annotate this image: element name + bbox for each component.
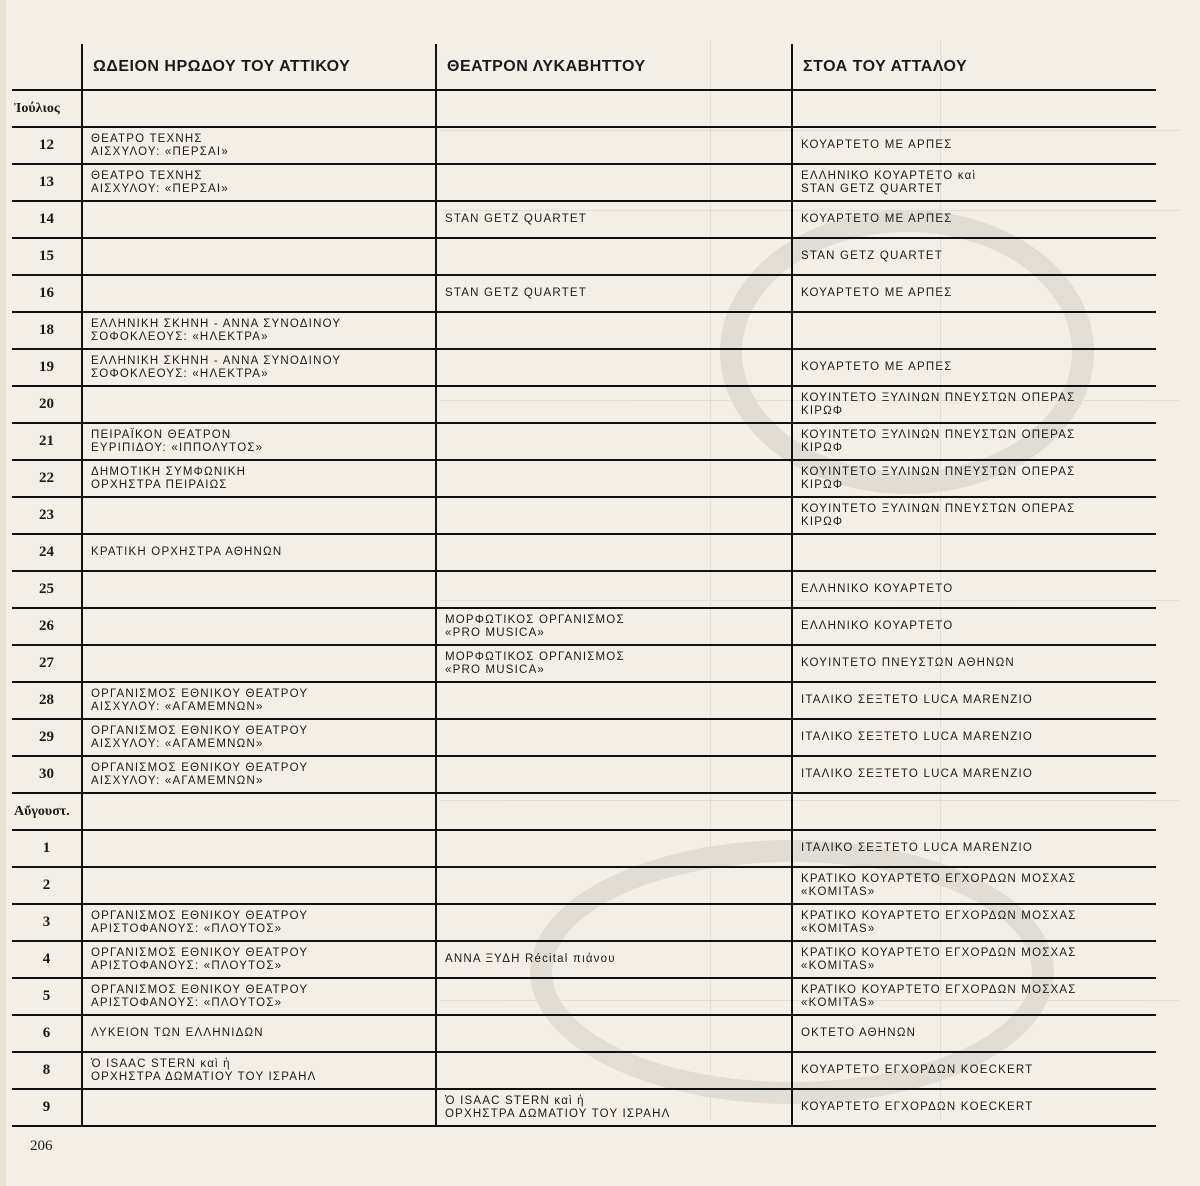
- event-text: ΕΛΛΗΝΙΚΗ ΣΚΗΝΗ - ΑΝΝΑ ΣΥΝΟΔΙΝΟΥ ΣΟΦΟΚΛΕΟΥΣ: «ΗΛΕΚΤΡΑ»: [91, 317, 342, 343]
- date-cell: 4: [12, 941, 82, 978]
- event-text: ΘΕΑΤΡΟ ΤΕΧΝΗΣ ΑΙΣΧΥΛΟΥ: «ΠΕΡΣΑΙ»: [91, 132, 229, 158]
- stoa-cell: [792, 497, 1156, 534]
- stoa-cell: [792, 682, 1156, 719]
- header-lykavittos: ΘΕΑΤΡΟΝ ΛΥΚΑΒΗΤΤΟΥ: [436, 44, 792, 90]
- event-text: ΠΕΙΡΑΪΚΟΝ ΘΕΑΤΡΟΝ ΕΥΡΙΠΙΔΟΥ: «ΙΠΠΟΛΥΤΟΣ»: [91, 428, 264, 454]
- lykavittos-cell: [436, 497, 792, 534]
- odeion-cell: [82, 608, 436, 645]
- lykavittos-cell: [436, 608, 792, 645]
- odeion-cell: [82, 1089, 436, 1126]
- event-text: ΚΟΥΑΡΤΕΤΟ ΕΓΧΟΡΔΩΝ KOECKERT: [801, 1064, 1034, 1076]
- odeion-cell: [82, 238, 436, 275]
- event-text: ΟΡΓΑΝΙΣΜΟΣ ΕΘΝΙΚΟΥ ΘΕΑΤΡΟΥ ΑΡΙΣΤΟΦΑΝΟΥΣ: «ΠΛΟΥΤΟΣ»: [91, 946, 309, 972]
- stoa-cell: [792, 756, 1156, 793]
- lykavittos-cell: [436, 164, 792, 201]
- event-text: ΚΟΥΑΡΤΕΤΟ ΜΕ ΑΡΠΕΣ: [801, 139, 953, 151]
- date-cell: 19: [12, 349, 82, 386]
- odeion-cell: [82, 1015, 436, 1052]
- table-row: [12, 830, 1156, 867]
- table-row: [12, 275, 1156, 312]
- event-text: ΟΡΓΑΝΙΣΜΟΣ ΕΘΝΙΚΟΥ ΘΕΑΤΡΟΥ ΑΙΣΧΥΛΟΥ: «ΑΓΑΜΕΜΝΩΝ»: [91, 761, 309, 787]
- date-cell: 26: [12, 608, 82, 645]
- event-text: ΚΟΥΑΡΤΕΤΟ ΕΓΧΟΡΔΩΝ KOECKERT: [801, 1101, 1034, 1113]
- event-text: ΚΟΥΙΝΤΕΤΟ ΞΥΛΙΝΩΝ ΠΝΕΥΣΤΩΝ ΟΠΕΡΑΣ ΚΙΡΩΦ: [801, 502, 1076, 528]
- page-edge-shadow: [0, 0, 6, 1186]
- event-text: ΟΚΤΕΤΟ ΑΘΗΝΩΝ: [801, 1027, 917, 1039]
- table-row: [12, 127, 1156, 164]
- event-text: ΚΟΥΙΝΤΕΤΟ ΞΥΛΙΝΩΝ ΠΝΕΥΣΤΩΝ ΟΠΕΡΑΣ ΚΙΡΩΦ: [801, 391, 1076, 417]
- month-row: [12, 793, 1156, 830]
- stoa-cell: [792, 1052, 1156, 1089]
- event-text: ΕΛΛΗΝΙΚΟ ΚΟΥΑΡΤΕΤΟ: [801, 620, 954, 632]
- event-text: ΙΤΑΛΙΚΟ ΣΕΞΤΕΤΟ LUCA MARENZIO: [801, 731, 1034, 743]
- lykavittos-cell: [436, 719, 792, 756]
- lykavittos-cell: [436, 793, 792, 830]
- date-cell: 24: [12, 534, 82, 571]
- lykavittos-cell: [436, 386, 792, 423]
- date-cell: 1: [12, 830, 82, 867]
- event-text: ΕΛΛΗΝΙΚΟ ΚΟΥΑΡΤΕΤΟ: [801, 583, 954, 595]
- table-header-row: [12, 44, 1156, 90]
- event-text: ΟΡΓΑΝΙΣΜΟΣ ΕΘΝΙΚΟΥ ΘΕΑΤΡΟΥ ΑΙΣΧΥΛΟΥ: «ΑΓΑΜΕΜΝΩΝ»: [91, 724, 309, 750]
- month-label: Αὔγουστ.: [12, 793, 82, 830]
- date-cell: 5: [12, 978, 82, 1015]
- odeion-cell: [82, 423, 436, 460]
- stoa-cell: [792, 830, 1156, 867]
- event-text: ΕΛΛΗΝΙΚΗ ΣΚΗΝΗ - ΑΝΝΑ ΣΥΝΟΔΙΝΟΥ ΣΟΦΟΚΛΕΟΥΣ: «ΗΛΕΚΤΡΑ»: [91, 354, 342, 380]
- table-row: [12, 497, 1156, 534]
- event-text: STAN GETZ QUARTET: [445, 213, 588, 225]
- event-text: ΘΕΑΤΡΟ ΤΕΧΝΗΣ ΑΙΣΧΥΛΟΥ: «ΠΕΡΣΑΙ»: [91, 169, 229, 195]
- date-cell: 30: [12, 756, 82, 793]
- odeion-cell: [82, 793, 436, 830]
- month-label: Ἰούλιος: [12, 90, 82, 127]
- stoa-cell: [792, 645, 1156, 682]
- event-text: ΚΟΥΙΝΤΕΤΟ ΠΝΕΥΣΤΩΝ ΑΘΗΝΩΝ: [801, 657, 1015, 669]
- event-text: ΙΤΑΛΙΚΟ ΣΕΞΤΕΤΟ LUCA MARENZIO: [801, 842, 1034, 854]
- table-row: [12, 867, 1156, 904]
- event-text: ΛΥΚΕΙΟΝ ΤΩΝ ΕΛΛΗΝΙΔΩΝ: [91, 1027, 264, 1039]
- table-row: [12, 941, 1156, 978]
- odeion-cell: [82, 90, 436, 127]
- table-row: [12, 460, 1156, 497]
- lykavittos-cell: [436, 1052, 792, 1089]
- stoa-cell: [792, 793, 1156, 830]
- table-row: [12, 571, 1156, 608]
- event-text: ΚΟΥΙΝΤΕΤΟ ΞΥΛΙΝΩΝ ΠΝΕΥΣΤΩΝ ΟΠΕΡΑΣ ΚΙΡΩΦ: [801, 465, 1076, 491]
- date-cell: 12: [12, 127, 82, 164]
- date-cell: 16: [12, 275, 82, 312]
- table-row: [12, 682, 1156, 719]
- stoa-cell: [792, 127, 1156, 164]
- lykavittos-cell: [436, 460, 792, 497]
- date-cell: 25: [12, 571, 82, 608]
- event-text: ΟΡΓΑΝΙΣΜΟΣ ΕΘΝΙΚΟΥ ΘΕΑΤΡΟΥ ΑΙΣΧΥΛΟΥ: «ΑΓΑΜΕΜΝΩΝ»: [91, 687, 309, 713]
- date-cell: 14: [12, 201, 82, 238]
- odeion-cell: [82, 312, 436, 349]
- stoa-cell: [792, 534, 1156, 571]
- header-odeion: ΩΔΕΙΟΝ ΗΡΩΔΟΥ ΤΟΥ ΑΤΤΙΚΟΥ: [82, 44, 436, 90]
- month-row: [12, 90, 1156, 127]
- event-text: STAN GETZ QUARTET: [801, 250, 944, 262]
- stoa-cell: [792, 349, 1156, 386]
- date-cell: 9: [12, 1089, 82, 1126]
- event-text: ΟΡΓΑΝΙΣΜΟΣ ΕΘΝΙΚΟΥ ΘΕΑΤΡΟΥ ΑΡΙΣΤΟΦΑΝΟΥΣ: «ΠΛΟΥΤΟΣ»: [91, 983, 309, 1009]
- date-cell: 2: [12, 867, 82, 904]
- event-text: STAN GETZ QUARTET: [445, 287, 588, 299]
- lykavittos-cell: [436, 90, 792, 127]
- table-row: [12, 201, 1156, 238]
- lykavittos-cell: [436, 904, 792, 941]
- date-cell: 6: [12, 1015, 82, 1052]
- odeion-cell: [82, 645, 436, 682]
- lykavittos-cell: [436, 1089, 792, 1126]
- event-text: ΚΡΑΤΙΚΟ ΚΟΥΑΡΤΕΤΟ ΕΓΧΟΡΔΩΝ ΜΟΣΧΑΣ «KOMITAS»: [801, 946, 1077, 972]
- page-number: 206: [30, 1138, 53, 1154]
- table-row: [12, 645, 1156, 682]
- stoa-cell: [792, 941, 1156, 978]
- date-cell: 3: [12, 904, 82, 941]
- header-date: [12, 44, 82, 90]
- stoa-cell: [792, 238, 1156, 275]
- odeion-cell: [82, 867, 436, 904]
- lykavittos-cell: [436, 830, 792, 867]
- odeion-cell: [82, 534, 436, 571]
- date-cell: 27: [12, 645, 82, 682]
- odeion-cell: [82, 460, 436, 497]
- lykavittos-cell: [436, 127, 792, 164]
- odeion-cell: [82, 978, 436, 1015]
- date-cell: 15: [12, 238, 82, 275]
- stoa-cell: [792, 904, 1156, 941]
- lykavittos-cell: [436, 312, 792, 349]
- lykavittos-cell: [436, 534, 792, 571]
- event-text: ΕΛΛΗΝΙΚΟ ΚΟΥΑΡΤΕΤΟ καὶ STAN GETZ QUARTET: [801, 169, 977, 195]
- lykavittos-cell: [436, 645, 792, 682]
- event-text: Ὁ ISAAC STERN καὶ ἡ ΟΡΧΗΣΤΡΑ ΔΩΜΑΤΙΟΥ ΤΟΥ ΙΣΡΑΗΛ: [91, 1057, 317, 1083]
- event-text: ΚΟΥΙΝΤΕΤΟ ΞΥΛΙΝΩΝ ΠΝΕΥΣΤΩΝ ΟΠΕΡΑΣ ΚΙΡΩΦ: [801, 428, 1076, 454]
- table-row: [12, 904, 1156, 941]
- table-row: [12, 423, 1156, 460]
- event-text: ΚΟΥΑΡΤΕΤΟ ΜΕ ΑΡΠΕΣ: [801, 287, 953, 299]
- lykavittos-cell: [436, 201, 792, 238]
- event-text: ΚΡΑΤΙΚΟ ΚΟΥΑΡΤΕΤΟ ΕΓΧΟΡΔΩΝ ΜΟΣΧΑΣ «KOMITAS»: [801, 983, 1077, 1009]
- odeion-cell: [82, 497, 436, 534]
- table-row: [12, 1089, 1156, 1126]
- schedule-body: [12, 90, 1156, 1126]
- table-row: [12, 756, 1156, 793]
- table-row: [12, 534, 1156, 571]
- header-stoa: ΣΤΟΑ ΤΟΥ ΑΤΤΑΛΟΥ: [792, 44, 1156, 90]
- lykavittos-cell: [436, 941, 792, 978]
- date-cell: 21: [12, 423, 82, 460]
- date-cell: 20: [12, 386, 82, 423]
- lykavittos-cell: [436, 275, 792, 312]
- odeion-cell: [82, 571, 436, 608]
- odeion-cell: [82, 349, 436, 386]
- event-text: ΑΝΝΑ ΞΥΔΗ Récital πιάνου: [445, 953, 616, 965]
- stoa-cell: [792, 978, 1156, 1015]
- odeion-cell: [82, 719, 436, 756]
- table-row: [12, 1052, 1156, 1089]
- lykavittos-cell: [436, 867, 792, 904]
- table-row: [12, 1015, 1156, 1052]
- date-cell: 13: [12, 164, 82, 201]
- event-text: ΜΟΡΦΩΤΙΚΟΣ ΟΡΓΑΝΙΣΜΟΣ «PRO MUSICA»: [445, 650, 625, 676]
- event-text: ΙΤΑΛΙΚΟ ΣΕΞΤΕΤΟ LUCA MARENZIO: [801, 694, 1034, 706]
- event-text: ΜΟΡΦΩΤΙΚΟΣ ΟΡΓΑΝΙΣΜΟΣ «PRO MUSICA»: [445, 613, 625, 639]
- table-row: [12, 386, 1156, 423]
- odeion-cell: [82, 386, 436, 423]
- lykavittos-cell: [436, 238, 792, 275]
- lykavittos-cell: [436, 349, 792, 386]
- event-text: ΟΡΓΑΝΙΣΜΟΣ ΕΘΝΙΚΟΥ ΘΕΑΤΡΟΥ ΑΡΙΣΤΟΦΑΝΟΥΣ: «ΠΛΟΥΤΟΣ»: [91, 909, 309, 935]
- odeion-cell: [82, 830, 436, 867]
- stoa-cell: [792, 1015, 1156, 1052]
- table-row: [12, 608, 1156, 645]
- odeion-cell: [82, 164, 436, 201]
- odeion-cell: [82, 904, 436, 941]
- event-text: ΚΡΑΤΙΚΟ ΚΟΥΑΡΤΕΤΟ ΕΓΧΟΡΔΩΝ ΜΟΣΧΑΣ «KOMITAS»: [801, 909, 1077, 935]
- lykavittos-cell: [436, 682, 792, 719]
- odeion-cell: [82, 1052, 436, 1089]
- stoa-cell: [792, 1089, 1156, 1126]
- date-cell: 8: [12, 1052, 82, 1089]
- event-text: ΙΤΑΛΙΚΟ ΣΕΞΤΕΤΟ LUCA MARENZIO: [801, 768, 1034, 780]
- stoa-cell: [792, 460, 1156, 497]
- lykavittos-cell: [436, 571, 792, 608]
- odeion-cell: [82, 275, 436, 312]
- stoa-cell: [792, 386, 1156, 423]
- odeion-cell: [82, 941, 436, 978]
- table-row: [12, 238, 1156, 275]
- date-cell: 29: [12, 719, 82, 756]
- date-cell: 23: [12, 497, 82, 534]
- stoa-cell: [792, 423, 1156, 460]
- table-row: [12, 312, 1156, 349]
- lykavittos-cell: [436, 1015, 792, 1052]
- table-row: [12, 349, 1156, 386]
- table-row: [12, 978, 1156, 1015]
- odeion-cell: [82, 127, 436, 164]
- stoa-cell: [792, 571, 1156, 608]
- stoa-cell: [792, 90, 1156, 127]
- stoa-cell: [792, 867, 1156, 904]
- table-row: [12, 719, 1156, 756]
- date-cell: 22: [12, 460, 82, 497]
- festival-schedule-table: [12, 44, 1156, 1127]
- table-row: [12, 164, 1156, 201]
- stoa-cell: [792, 312, 1156, 349]
- odeion-cell: [82, 682, 436, 719]
- lykavittos-cell: [436, 423, 792, 460]
- stoa-cell: [792, 608, 1156, 645]
- event-text: ΔΗΜΟΤΙΚΗ ΣΥΜΦΩΝΙΚΗ ΟΡΧΗΣΤΡΑ ΠΕΙΡΑΙΩΣ: [91, 465, 247, 491]
- stoa-cell: [792, 275, 1156, 312]
- odeion-cell: [82, 201, 436, 238]
- event-text: ΚΡΑΤΙΚΗ ΟΡΧΗΣΤΡΑ ΑΘΗΝΩΝ: [91, 546, 283, 558]
- stoa-cell: [792, 201, 1156, 238]
- lykavittos-cell: [436, 756, 792, 793]
- event-text: ΚΡΑΤΙΚΟ ΚΟΥΑΡΤΕΤΟ ΕΓΧΟΡΔΩΝ ΜΟΣΧΑΣ «KOMITAS»: [801, 872, 1077, 898]
- date-cell: 18: [12, 312, 82, 349]
- odeion-cell: [82, 756, 436, 793]
- event-text: Ὁ ISAAC STERN καὶ ἡ ΟΡΧΗΣΤΡΑ ΔΩΜΑΤΙΟΥ ΤΟΥ ΙΣΡΑΗΛ: [445, 1094, 671, 1120]
- event-text: ΚΟΥΑΡΤΕΤΟ ΜΕ ΑΡΠΕΣ: [801, 213, 953, 225]
- lykavittos-cell: [436, 978, 792, 1015]
- date-cell: 28: [12, 682, 82, 719]
- stoa-cell: [792, 164, 1156, 201]
- stoa-cell: [792, 719, 1156, 756]
- event-text: ΚΟΥΑΡΤΕΤΟ ΜΕ ΑΡΠΕΣ: [801, 361, 953, 373]
